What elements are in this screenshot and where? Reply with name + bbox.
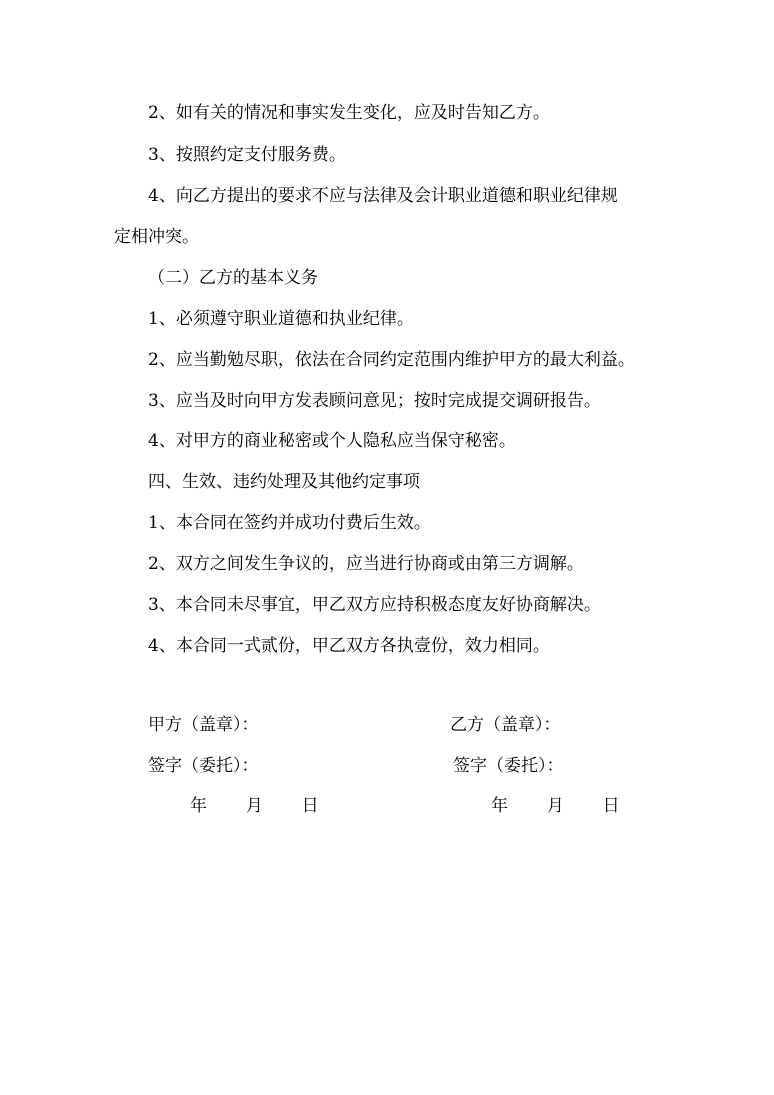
party-b-obligations-heading: （二）乙方的基本义务 — [148, 268, 318, 288]
party-a-date — [190, 794, 319, 818]
party-a-obligation-4-line2: 定相冲突。 — [114, 227, 199, 247]
party-a-obligation-2: 2、如有关的情况和事实发生变化，应及时告知乙方。 — [148, 103, 550, 123]
section-four-item-1: 1、本合同在签约并成功付费后生效。 — [148, 513, 431, 533]
party-b-day-label: 日 — [602, 796, 620, 816]
party-a-month-label: 月 — [245, 796, 263, 816]
party-b-obligation-4: 4、对甲方的商业秘密或个人隐私应当保守秘密。 — [148, 431, 516, 451]
section-four-heading: 四、生效、违约处理及其他约定事项 — [148, 472, 420, 492]
party-a-sign-label: 签字（委托）： — [148, 756, 259, 776]
section-four-item-2: 2、双方之间发生争议的，应当进行协商或由第三方调解。 — [148, 554, 584, 574]
party-a-year-label: 年 — [190, 796, 207, 816]
party-b-obligation-2: 2、应当勤勉尽职，依法在合同约定范围内维护甲方的最大利益。 — [148, 350, 635, 370]
party-a-day-label: 日 — [301, 796, 319, 816]
party-b-obligation-1: 1、必须遵守职业道德和执业纪律。 — [148, 309, 414, 329]
party-b-seal-label: 乙方（盖章）： — [450, 715, 561, 735]
section-four-item-3: 3、本合同未尽事宜，甲乙双方应持积极态度友好协商解决。 — [148, 595, 601, 615]
party-b-month-label: 月 — [546, 796, 564, 816]
section-four-item-4: 4、本合同一式贰份，甲乙双方各执壹份，效力相同。 — [148, 636, 550, 656]
party-b-year-label: 年 — [491, 796, 508, 816]
party-a-seal-label: 甲方（盖章）： — [148, 715, 259, 735]
party-b-sign-label: 签字（委托）： — [453, 756, 564, 776]
party-a-obligation-4-line1: 4、向乙方提出的要求不应与法律及会计职业道德和职业纪律规 — [148, 186, 618, 206]
party-a-obligation-3: 3、按照约定支付服务费。 — [148, 145, 346, 165]
party-b-date — [491, 794, 620, 818]
party-b-obligation-3: 3、应当及时向甲方发表顾问意见；按时完成提交调研报告。 — [148, 391, 601, 411]
